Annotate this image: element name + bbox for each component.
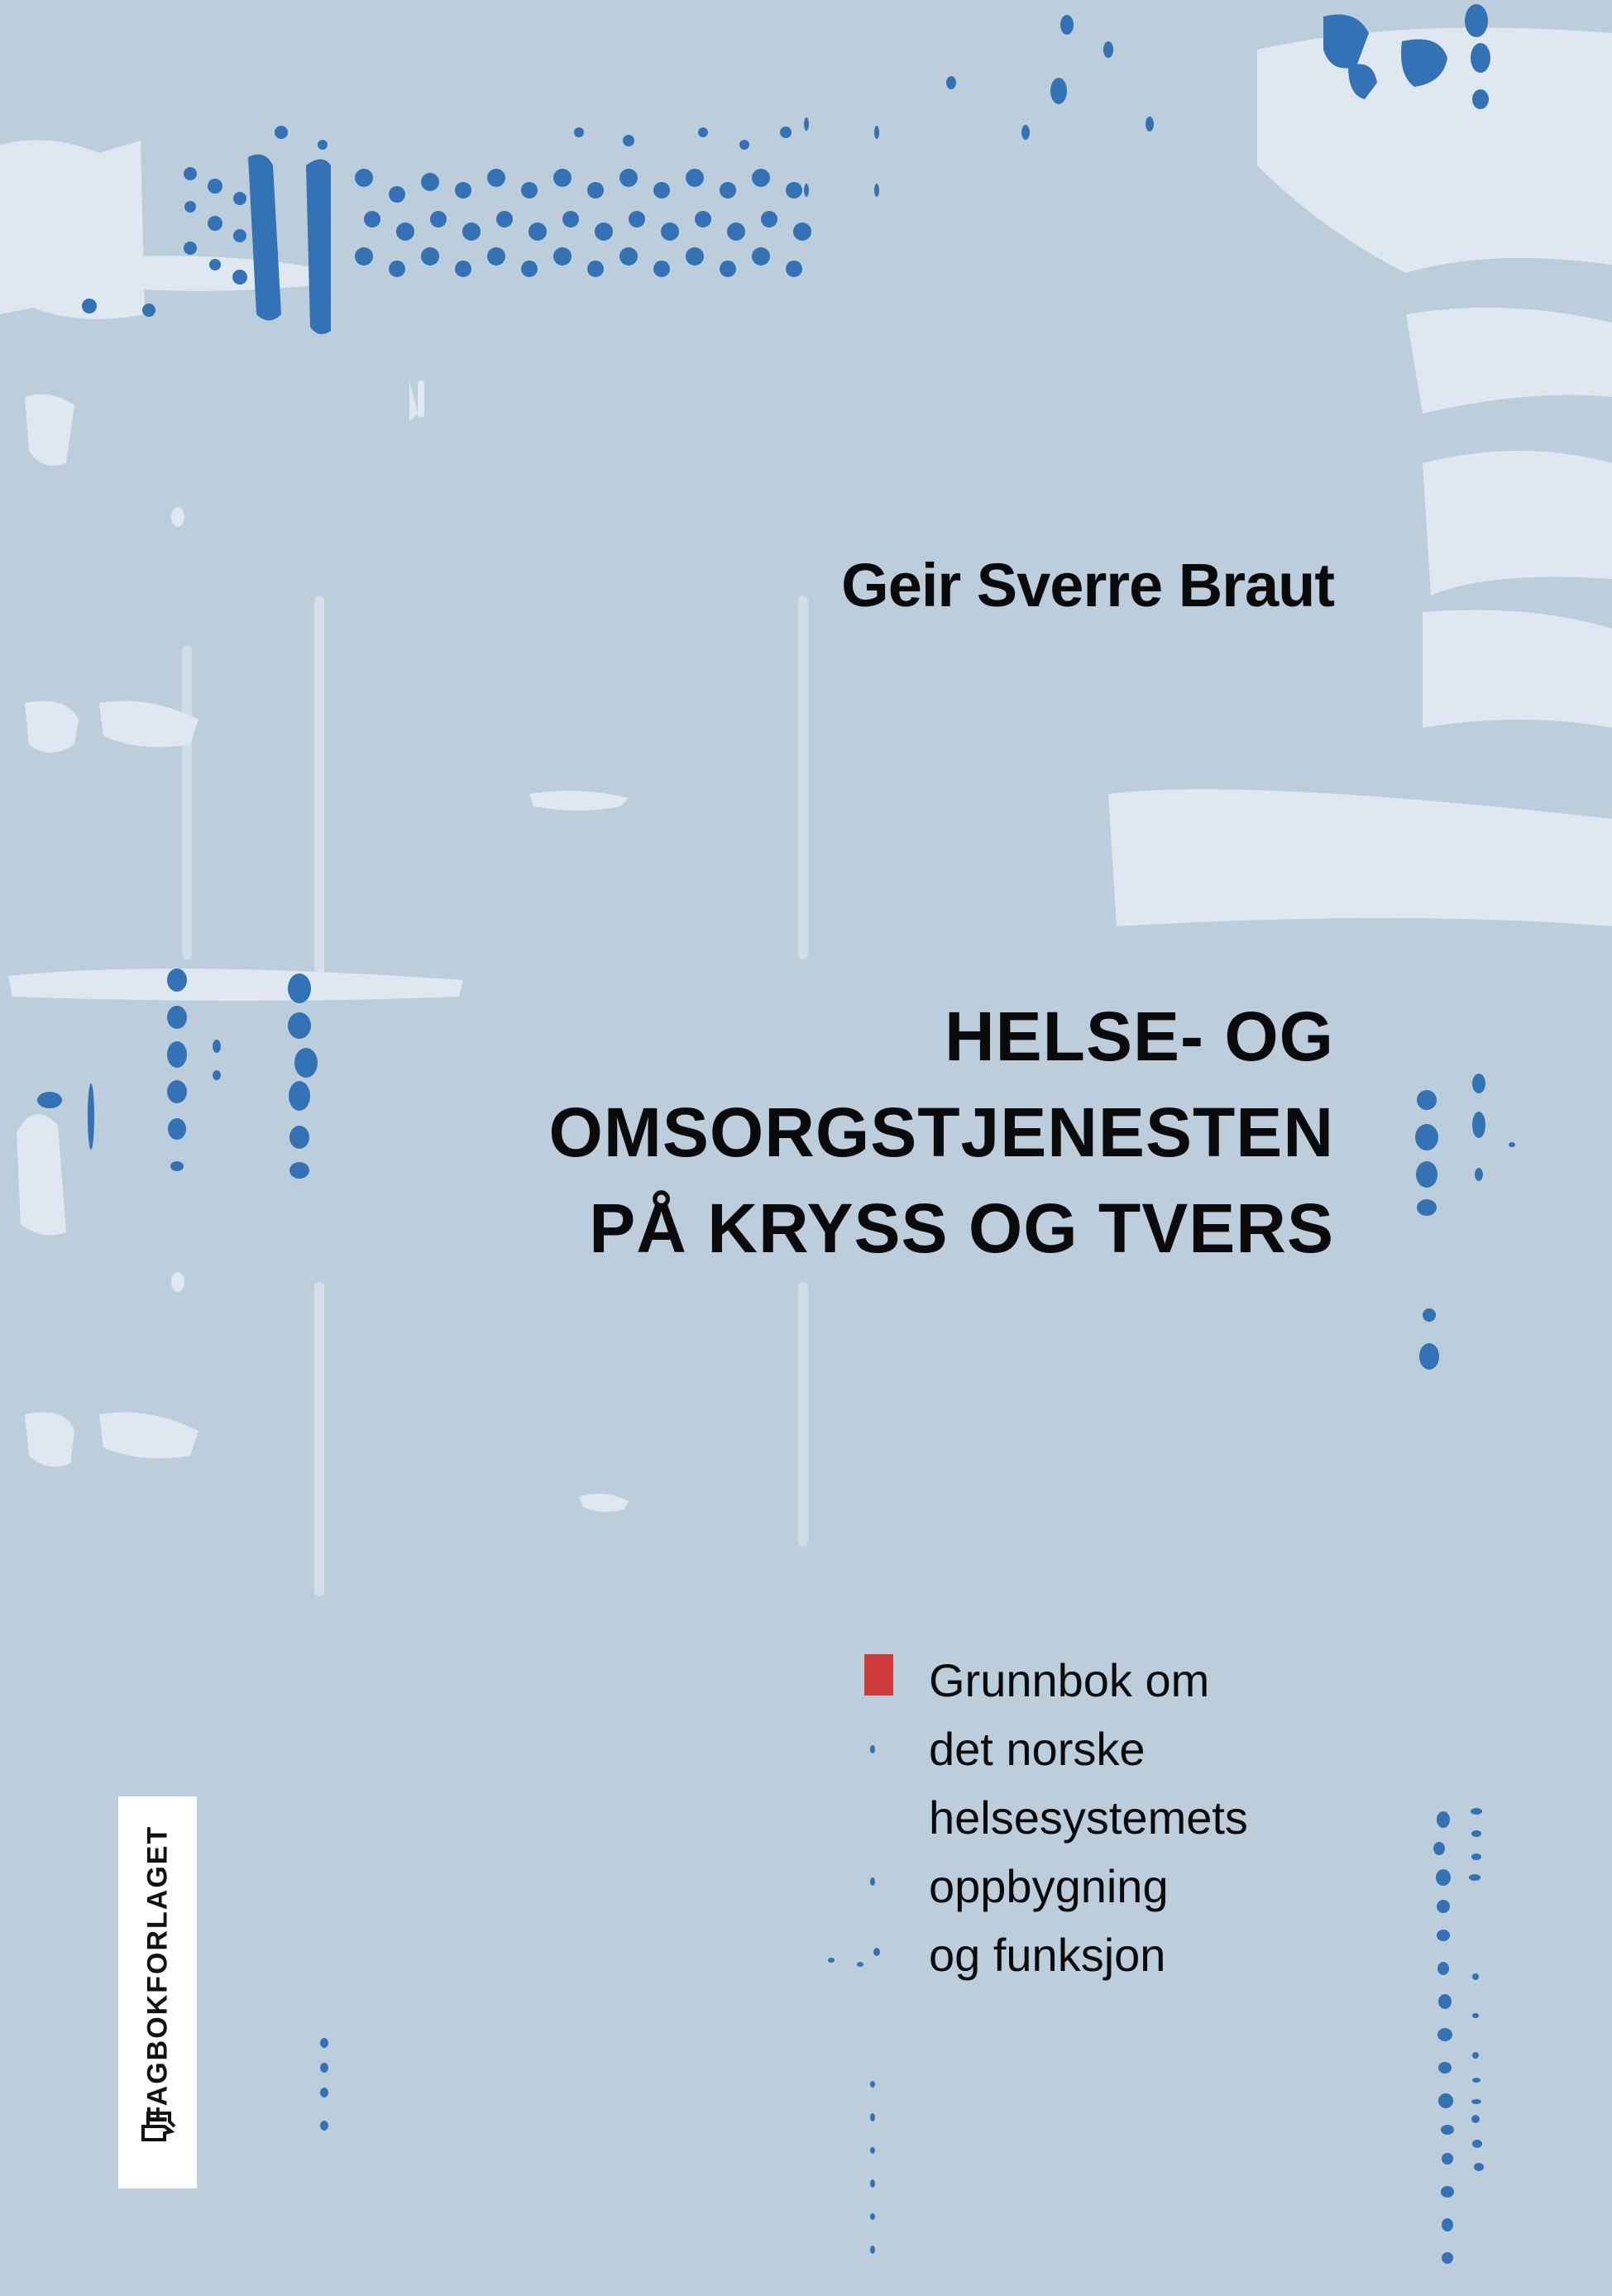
open-book-icon xyxy=(140,2108,176,2145)
title-line: HELSE- OG xyxy=(944,997,1334,1075)
title-line: PÅ KRYSS OG TVERS xyxy=(589,1189,1334,1267)
subtitle-text xyxy=(929,1646,1248,1989)
subtitle-line: det norske xyxy=(929,1723,1146,1775)
title-line: OMSORGSTJENESTEN xyxy=(548,1093,1334,1171)
publisher-logo xyxy=(118,1796,197,2188)
book-title xyxy=(549,988,1334,1276)
publisher-name: FAGBOKFORLAGET xyxy=(141,1825,173,2124)
subtitle-line: Grunnbok om xyxy=(929,1654,1210,1706)
red-square-bullet-icon xyxy=(864,1654,893,1696)
subtitle-line: helsesystemets xyxy=(929,1791,1248,1844)
author-name: Geir Sverre Braut xyxy=(841,551,1334,619)
subtitle-line: oppbygning xyxy=(929,1860,1169,1912)
subtitle-line: og funksjon xyxy=(929,1929,1166,1981)
